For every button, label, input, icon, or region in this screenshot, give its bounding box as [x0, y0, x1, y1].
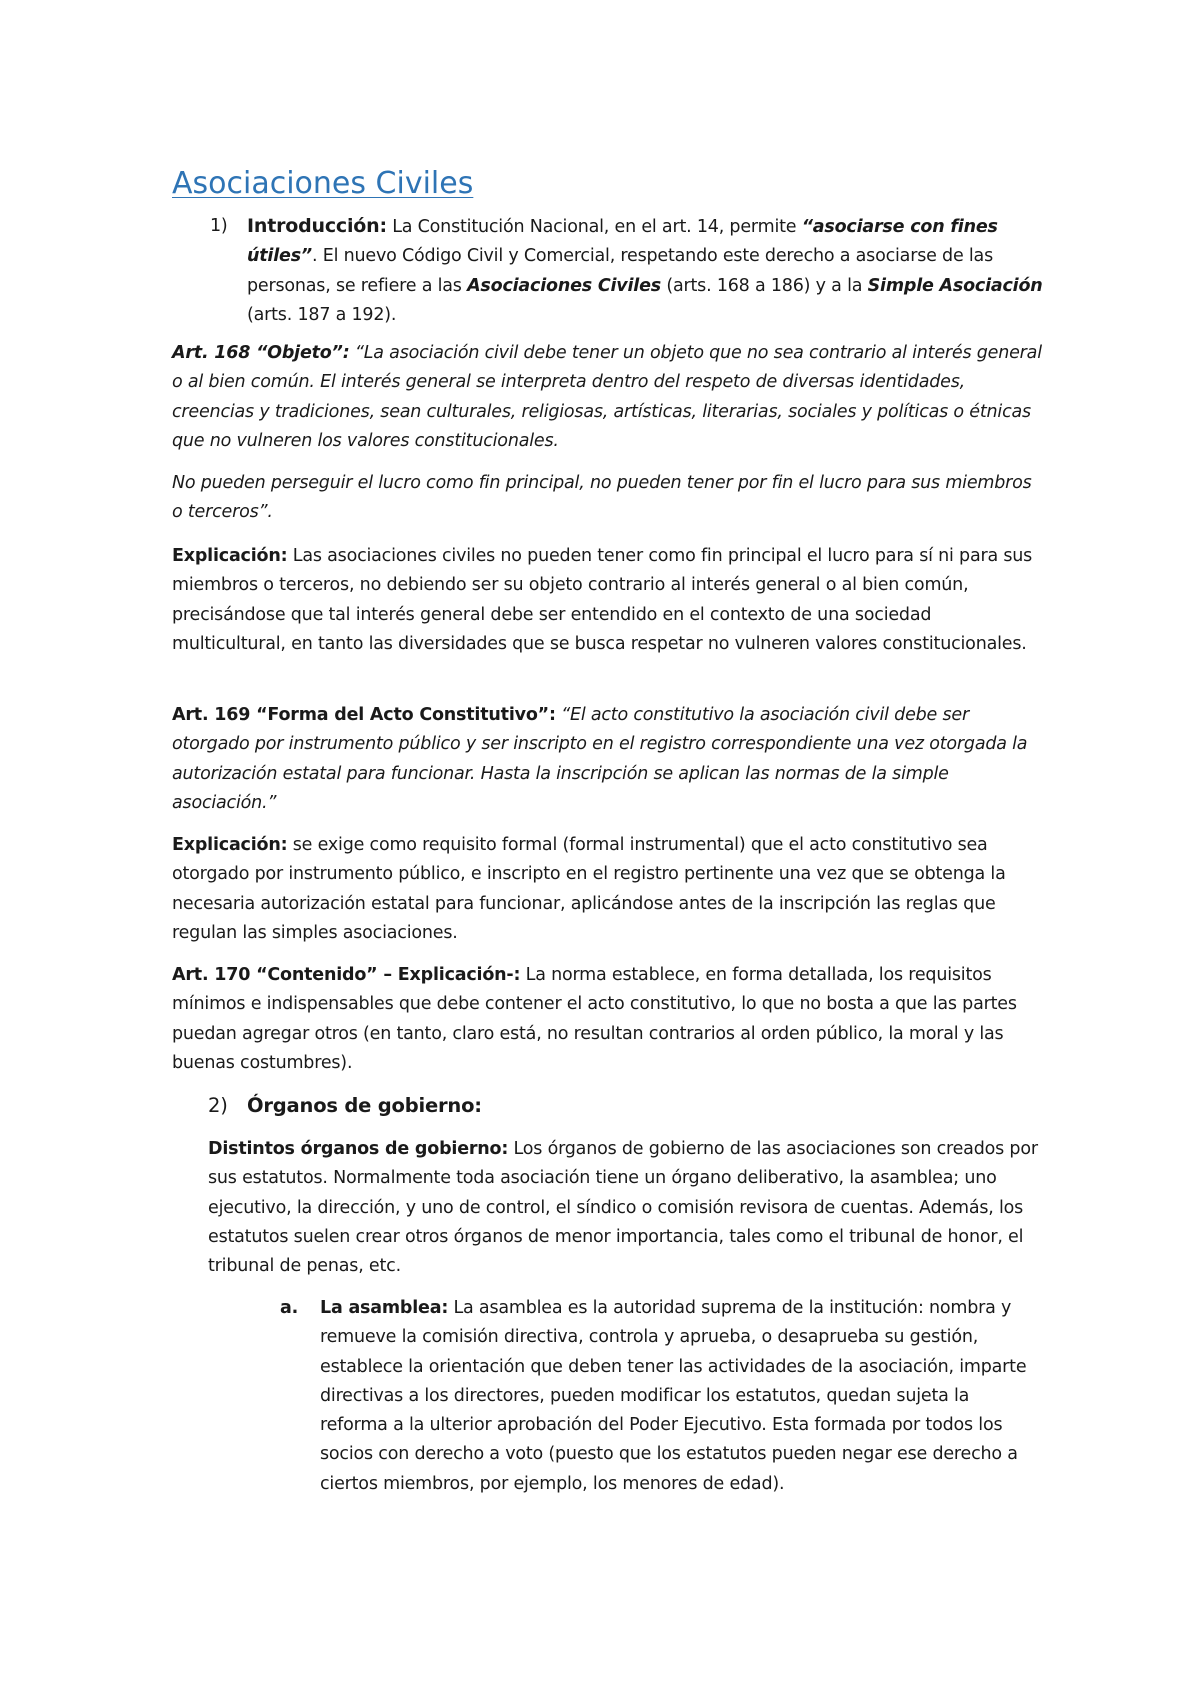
organos-label: Distintos órganos de gobierno: [208, 1139, 509, 1159]
section-1-term-simple: Simple Asociación [867, 275, 1043, 296]
item-a-text: La asamblea es la autoridad suprema de la institución: nombra y remueve la comisión directiva, controla y aprueba, o desaprueba su gestión, establece la orientación que deben tener las actividades de la asociación, imparte directivas a los directores, pueden modificar los estatutos, quedan sujeta la reforma a la ulterior aprobación del Poder Ejecutivo. Esta formada por todos los socios con derecho a voto (puesto que los estatutos pueden negar ese derecho a ciertos miembros, por ejemplo, los menores de edad). [320, 1298, 1027, 1494]
section-1-term-asociaciones: Asociaciones Civiles [467, 275, 661, 296]
art-170-paragraph [172, 961, 1042, 1078]
section-1-number: 1) [210, 216, 228, 236]
item-a-label: La asamblea: [320, 1298, 449, 1318]
explicacion-169-paragraph [172, 831, 1042, 948]
section-1-heading: Introducción: [247, 215, 387, 237]
art-170-text: La norma establece, en forma detallada, los requisitos mínimos e indispensables que debe contener el acto constitutivo, lo que no bosta a que las partes puedan agregar otros (en tanto, claro está, no resultan contrarios al orden público, la moral y las buenas costumbres). [172, 965, 1017, 1073]
art-169-text: “El acto constitutivo la asociación civil debe ser otorgado por instrumento público y ser inscripto en el registro correspondiente una vez otorgada la autorización estatal para funcionar. Hasta la inscripción se aplican las normas de la simple asociación.” [172, 705, 1028, 813]
art-169-label: Art. 169 “Forma del Acto Constitutivo”: [172, 705, 556, 725]
explicacion-169-text: se exige como requisito formal (formal instrumental) que el acto constitutivo sea otorgado por instrumento público, e inscripto en el registro pertinente una vez que se obtenga la necesaria autorización estatal para funcionar, aplicándose antes de la inscripción las reglas que regulan las simples asociaciones. [172, 835, 1006, 943]
section-2-number: 2) [208, 1094, 228, 1117]
section-1-text-1: La Constitución Nacional, en el art. 14, permite [386, 217, 802, 237]
art-168-text: “La asociación civil debe tener un objeto que no sea contrario al interés general o al bien común. El interés general se interpreta dentro del respeto de diversas identidades, creencias y tradiciones, sean culturales, religiosas, artísticas, literarias, sociales y políticas o étnicas que no vulneren los valores constitucionales. [172, 343, 1042, 451]
section-1-text-2: . El nuevo Código Civil y Comercial, respetando este derecho a asociarse de las personas, se refiere a las [247, 246, 993, 296]
art-168-label: Art. 168 “Objeto”: [172, 343, 350, 363]
explicacion-168-paragraph [172, 542, 1042, 659]
art-170-label: Art. 170 “Contenido” – Explicación-: [172, 965, 521, 985]
art-168-paragraph-2 [172, 469, 1042, 528]
art-168-text-2: No pueden perseguir el lucro como fin principal, no pueden tener por fin el lucro para sus miembros o terceros”. [172, 473, 1032, 523]
art-169-paragraph [172, 701, 1042, 818]
item-a-paragraph [320, 1294, 1040, 1499]
section-1-text-4: (arts. 187 a 192). [247, 304, 397, 325]
art-168-paragraph [172, 339, 1042, 456]
section-1-text-3: (arts. 168 a 186) y a la [661, 275, 868, 296]
explicacion-168-text: Las asociaciones civiles no pueden tener como fin principal el lucro para sí ni para sus miembros o terceros, no debiendo ser su objeto contrario al interés general o al bien común, precisándose que tal interés general debe ser entendido en el contexto de una sociedad multicultural, en tanto las diversidades que se busca respetar no vulneren valores constitucionales. [172, 546, 1033, 654]
explicacion-168-label: Explicación: [172, 546, 288, 566]
organos-paragraph [208, 1135, 1040, 1281]
document-title: Asociaciones Civiles [172, 166, 474, 201]
section-1-paragraph [247, 212, 1047, 330]
explicacion-169-label: Explicación: [172, 835, 288, 855]
item-a-letter: a. [280, 1298, 299, 1318]
organos-text: Los órganos de gobierno de las asociaciones son creados por sus estatutos. Normalmente toda asociación tiene un órgano deliberativo, la asamblea; uno ejecutivo, la dirección, y uno de control, el síndico o comisión revisora de cuentas. Además, los estatutos suelen crear otros órganos de menor importancia, tales como el tribunal de honor, el tribunal de penas, etc. [208, 1139, 1038, 1277]
section-1-quote: “asociarse con fines útiles” [247, 217, 998, 267]
section-2-heading: Órganos de gobierno: [247, 1094, 482, 1117]
section-2-heading-row [247, 1091, 947, 1122]
